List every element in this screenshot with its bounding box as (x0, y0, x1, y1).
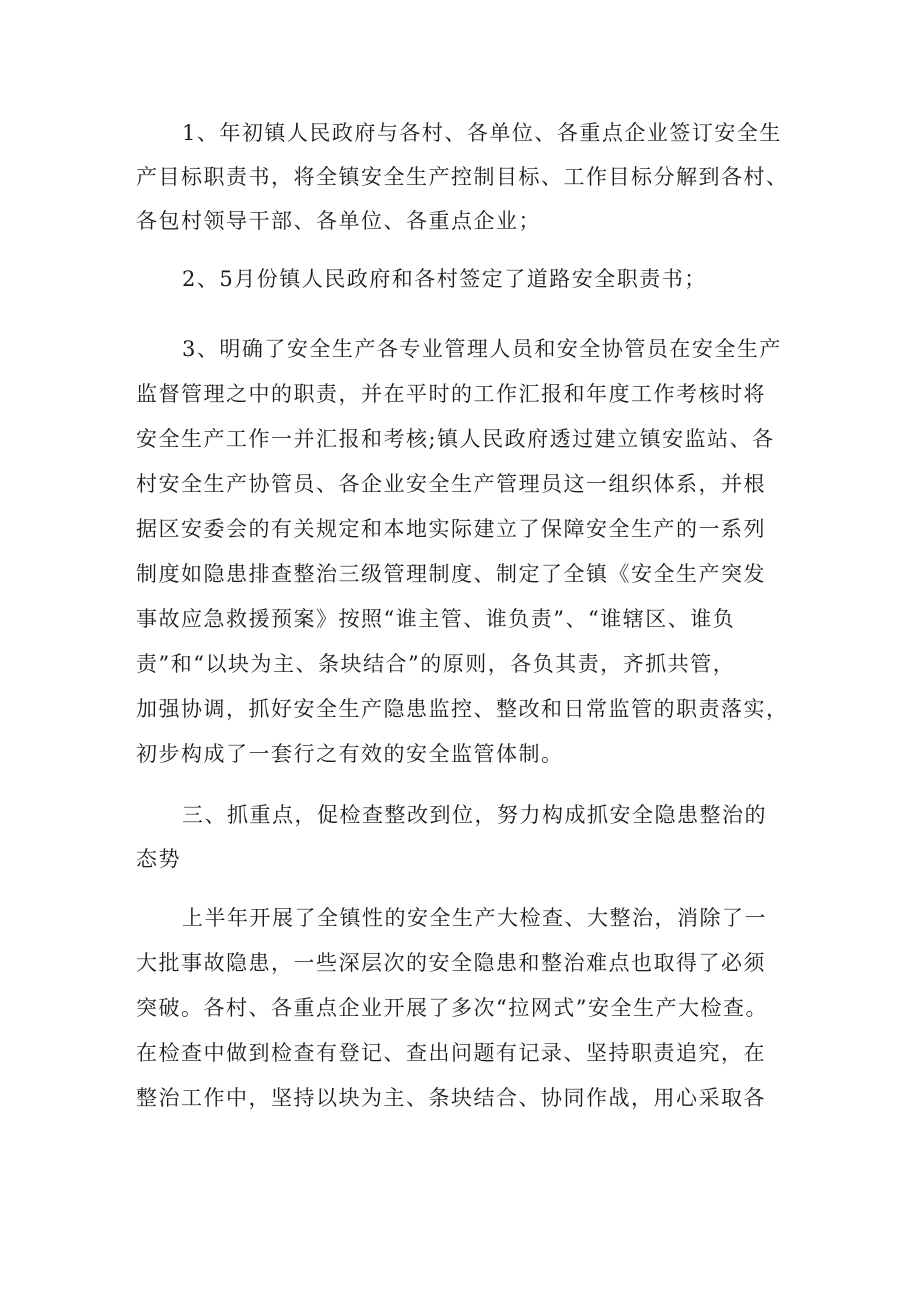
paragraph-5-line-4: 在检查中做到检查有登记、查出问题有记录、坚持职责追究，在 (136, 1041, 766, 1065)
paragraph-3-line-5: 据区安委会的有关规定和本地实际建立了保障安全生产的一系列 (136, 517, 766, 541)
paragraph-3-line-8: 责”和“以块为主、条块结合”的原则，各负其责，齐抓共管， (136, 652, 736, 676)
paragraph-3-line-9: 加强协调，抓好安全生产隐患监控、整改和日常监管的职责落实， (136, 697, 789, 721)
paragraph-1-line-3: 各包村领导干部、各单位、各重点企业； (136, 209, 541, 233)
paragraph-3-line-7: 事故应急救援预案》按照“谁主管、谁负责”、“谁辖区、谁负 (136, 607, 736, 631)
paragraph-3-line-2: 监督管理之中的职责，并在平时的工作汇报和年度工作考核时将 (136, 382, 766, 406)
paragraph-5-line-2: 大批事故隐患，一些深层次的安全隐患和整治难点也取得了必须 (136, 951, 766, 975)
paragraph-5-line-3: 突破。各村、各重点企业开展了多次“拉网式”安全生产大检查。 (136, 996, 768, 1020)
section-heading-line-2: 态势 (136, 847, 181, 871)
paragraph-2-line-1: 2、5月份镇人民政府和各村签定了道路安全职责书； (182, 267, 707, 291)
section-heading-line-1: 三、抓重点，促检查整改到位，努力构成抓安全隐患整治的 (182, 803, 767, 827)
paragraph-3-line-10: 初步构成了一套行之有效的安全监管体制。 (136, 742, 564, 766)
paragraph-5-line-1: 上半年开展了全镇性的安全生产大检查、大整治，消除了一 (182, 906, 767, 930)
paragraph-1-line-1: 1、年初镇人民政府与各村、各单位、各重点企业签订安全生 (182, 121, 782, 145)
paragraph-3-line-3: 安全生产工作一并汇报和考核;镇人民政府透过建立镇安监站、各 (136, 427, 775, 451)
paragraph-3-line-1: 3、明确了安全生产各专业管理人员和安全协管员在安全生产 (182, 337, 782, 361)
paragraph-3-line-4: 村安全生产协管员、各企业安全生产管理员这一组织体系，并根 (136, 472, 766, 496)
paragraph-1-line-2: 产目标职责书，将全镇安全生产控制目标、工作目标分解到各村、 (136, 165, 789, 189)
paragraph-3-line-6: 制度如隐患排查整治三级管理制度、制定了全镇《安全生产突发 (136, 562, 766, 586)
paragraph-5-line-5: 整治工作中，坚持以块为主、条块结合、协同作战，用心采取各 (136, 1086, 766, 1110)
